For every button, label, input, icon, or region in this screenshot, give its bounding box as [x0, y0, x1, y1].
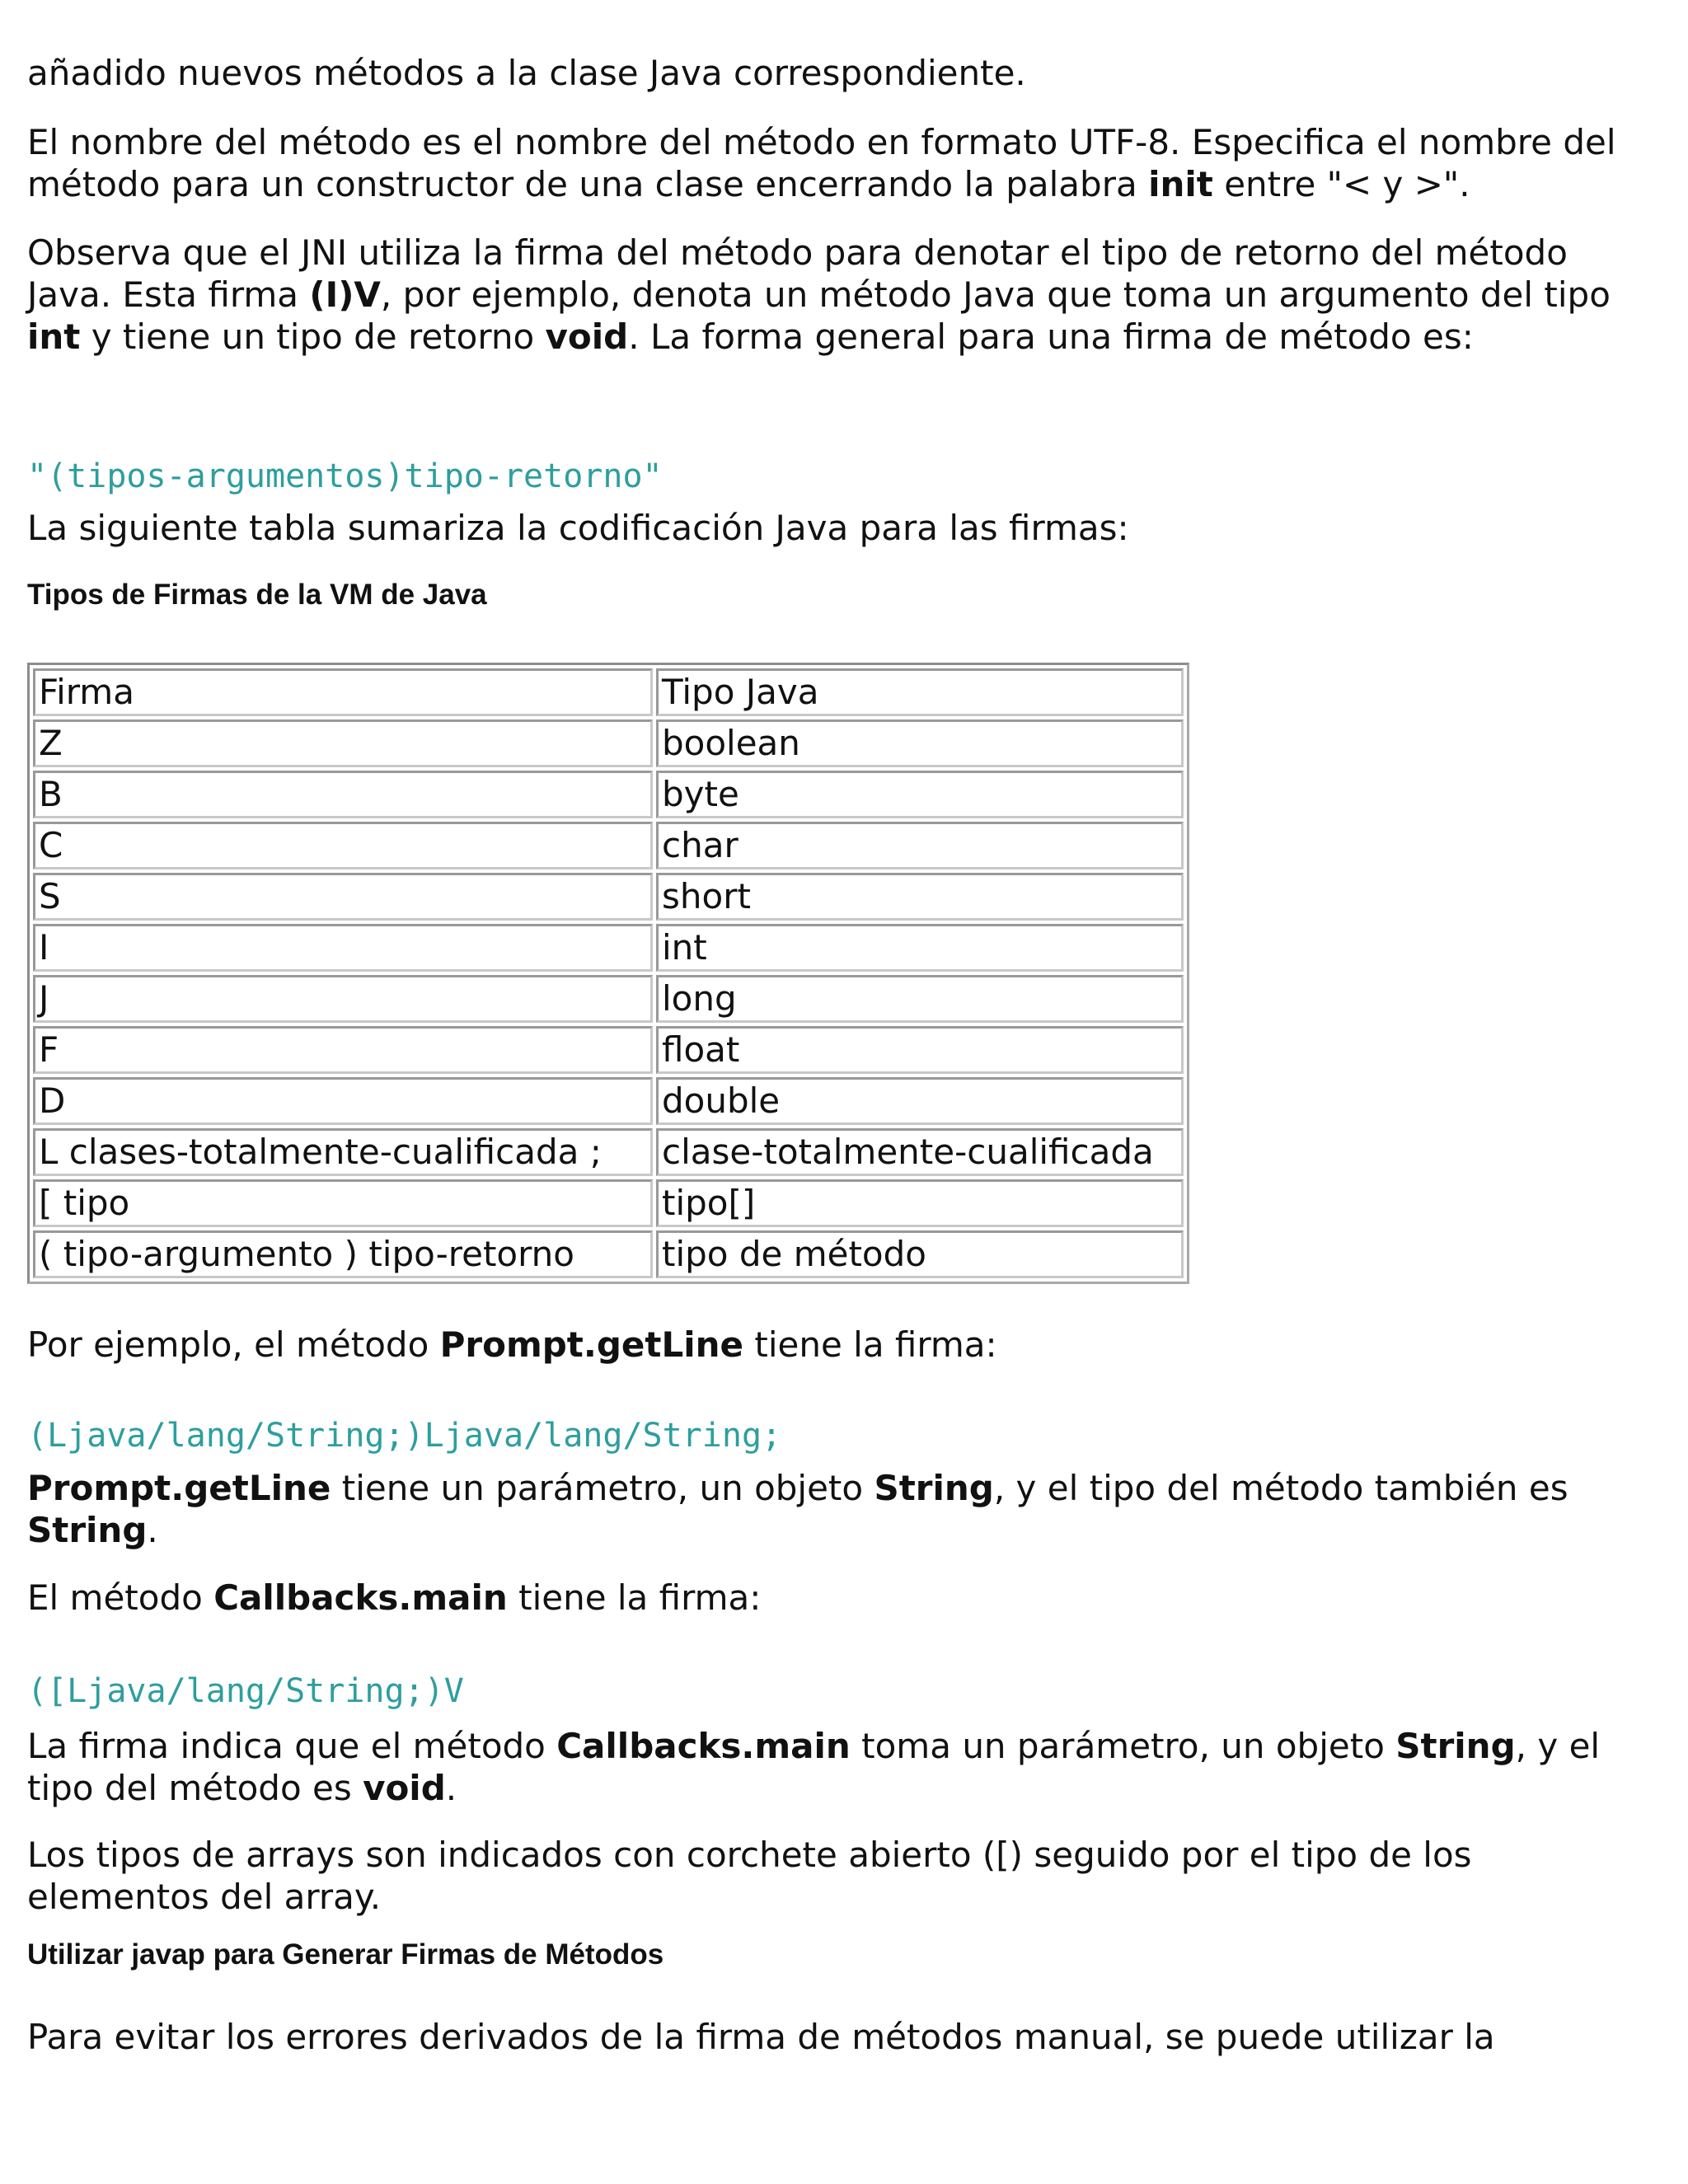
code-getline-signature: (Ljava/lang/String;)Ljava/lang/String; — [27, 1417, 782, 1455]
paragraph-getline-explain: Prompt.getLine tiene un parámetro, un objeto String, y el tipo del método también es String. — [27, 1468, 1568, 1550]
table-cell-firma: C — [33, 822, 653, 869]
table-row — [33, 924, 1184, 972]
table-row — [33, 719, 1184, 767]
table-cell-firma: B — [33, 771, 653, 818]
table-cell-firma: I — [33, 924, 653, 972]
keyword-iv: (I)V — [309, 274, 381, 315]
paragraph-signature-note: Observa que el JNI utiliza la firma del método para denotar el tipo de retorno del método Java. Esta firma (I)V, por ejemplo, denota un método Java que toma un argumento del tipo int y tiene un tipo de retorno void. La forma general para una firma de método es: — [27, 232, 1611, 357]
table-header-tipo-java: Tipo Java — [656, 668, 1184, 716]
keyword-void: void — [545, 316, 629, 357]
paragraph-javap-intro: Para evitar los errores derivados de la firma de métodos manual, se puede utilizar la — [27, 2017, 1495, 2057]
keyword-string: String — [1395, 1726, 1516, 1766]
table-row — [33, 822, 1184, 869]
table-cell-tipo: float — [656, 1026, 1184, 1074]
table-cell-tipo: tipo[] — [656, 1179, 1184, 1227]
table-row — [33, 873, 1184, 921]
table-cell-tipo: char — [656, 822, 1184, 869]
paragraph-callbacks-explain: La firma indica que el método Callbacks.main toma un parámetro, un objeto String, y el tipo del método es void. — [27, 1726, 1601, 1808]
keyword-init: init — [1148, 164, 1213, 204]
table-row — [33, 975, 1184, 1023]
keyword-prompt-getline: Prompt.getLine — [439, 1324, 744, 1365]
paragraph-example-getline: Por ejemplo, el método Prompt.getLine tiene la firma: — [27, 1324, 997, 1365]
table-cell-tipo: byte — [656, 771, 1184, 818]
table-cell-firma: L clases-totalmente-cualificada ; — [33, 1128, 653, 1176]
table-cell-tipo: short — [656, 873, 1184, 921]
code-callbacks-signature: ([Ljava/lang/String;)V — [27, 1672, 464, 1710]
table-cell-tipo: tipo de método — [656, 1230, 1184, 1278]
table-cell-firma: ( tipo-argumento ) tipo-retorno — [33, 1230, 653, 1278]
keyword-string: String — [27, 1510, 148, 1550]
keyword-callbacks-main: Callbacks.main — [556, 1726, 851, 1766]
signature-table — [27, 663, 1189, 1284]
table-row — [33, 1230, 1184, 1278]
paragraph-intro: añadido nuevos métodos a la clase Java correspondiente. — [27, 53, 1026, 93]
table-row — [33, 1128, 1184, 1176]
table-cell-firma: [ tipo — [33, 1179, 653, 1227]
keyword-int: int — [27, 316, 81, 357]
keyword-prompt-getline: Prompt.getLine — [27, 1468, 331, 1508]
table-cell-tipo: clase-totalmente-cualificada — [656, 1128, 1184, 1176]
keyword-callbacks-main: Callbacks.main — [213, 1577, 508, 1618]
table-cell-tipo: long — [656, 975, 1184, 1023]
table-cell-firma: F — [33, 1026, 653, 1074]
paragraph-table-intro: La siguiente tabla sumariza la codificación Java para las firmas: — [27, 508, 1129, 548]
table-cell-firma: S — [33, 873, 653, 921]
table-title: Tipos de Firmas de la VM de Java — [27, 579, 487, 611]
table-cell-firma: D — [33, 1077, 653, 1125]
table-cell-tipo: boolean — [656, 719, 1184, 767]
table-row — [33, 1179, 1184, 1227]
table-cell-tipo: double — [656, 1077, 1184, 1125]
paragraph-example-callbacks: El método Callbacks.main tiene la firma: — [27, 1577, 762, 1618]
paragraph-method-name: El nombre del método es el nombre del método en formato UTF-8. Especifica el nombre del método para un constructor de una clase encerrando la palabra init entre "< y >". — [27, 122, 1616, 204]
table-cell-firma: J — [33, 975, 653, 1023]
code-general-signature: "(tipos-argumentos)tipo-retorno" — [27, 457, 663, 495]
table-cell-tipo: int — [656, 924, 1184, 972]
keyword-void: void — [363, 1768, 446, 1808]
table-row — [33, 1026, 1184, 1074]
table-row — [33, 1077, 1184, 1125]
table-header-firma: Firma — [33, 668, 653, 716]
section-heading-javap: Utilizar javap para Generar Firmas de Métodos — [27, 1938, 664, 1971]
table-cell-firma: Z — [33, 719, 653, 767]
paragraph-arrays: Los tipos de arrays son indicados con corchete abierto ([) seguido por el tipo de los elementos del array. — [27, 1835, 1472, 1917]
table-row — [33, 771, 1184, 818]
keyword-string: String — [874, 1468, 994, 1508]
table-header-row — [33, 668, 1184, 716]
